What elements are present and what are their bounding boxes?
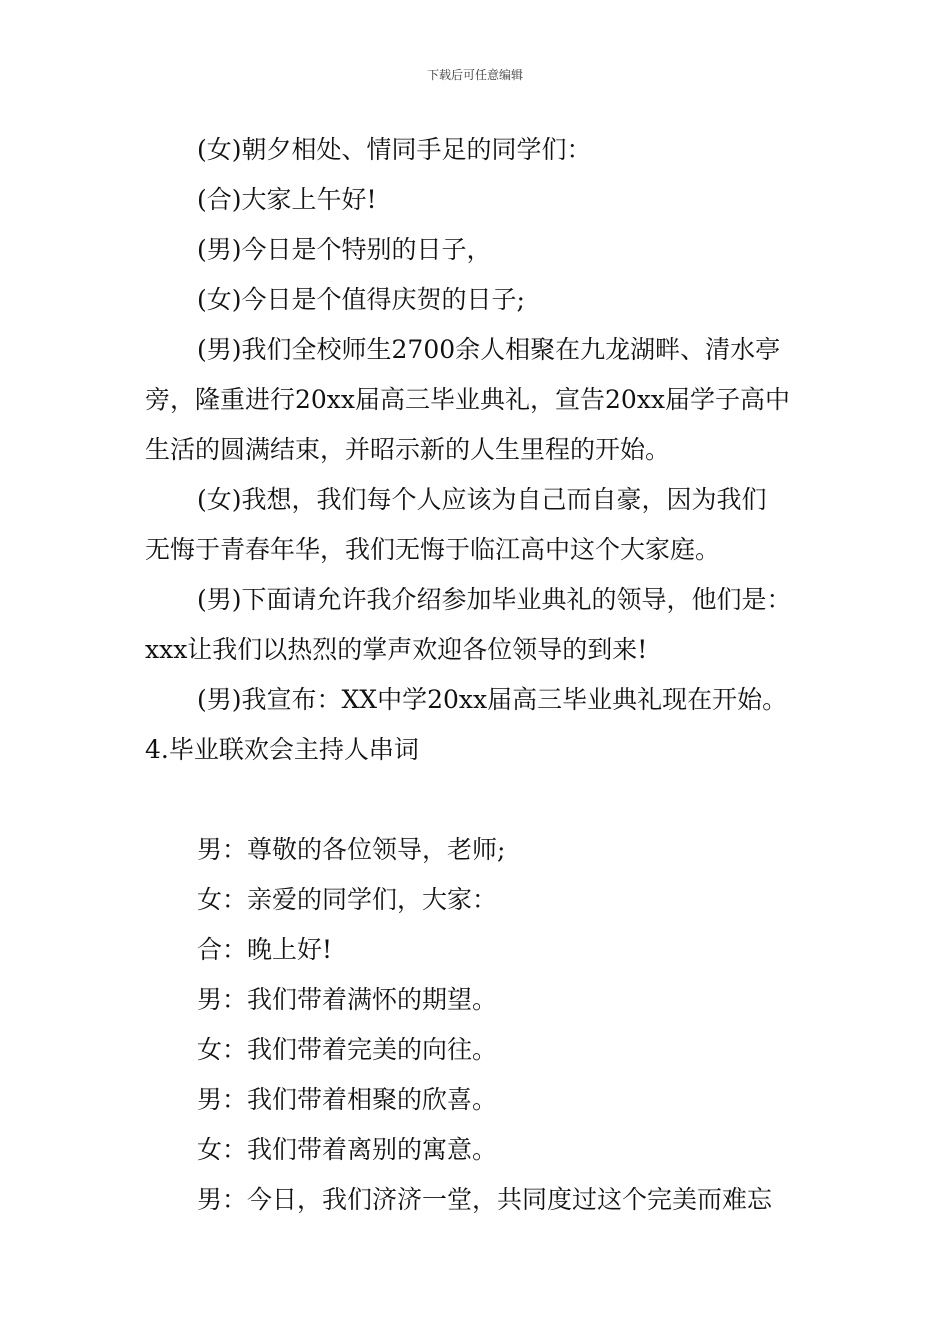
paragraph-line: 男：我们带着满怀的期望。: [197, 985, 498, 1014]
paragraph-line: (女)我想，我们每个人应该为自己而自豪，因为我们: [197, 485, 767, 514]
paragraph-line: 女：我们带着完美的向往。: [197, 1035, 498, 1064]
paragraph-line: (男)下面请允许我介绍参加毕业典礼的领导，他们是：: [197, 585, 792, 614]
document-body: [145, 125, 820, 1225]
paragraph-line: 男：我们带着相聚的欣喜。: [197, 1085, 498, 1114]
paragraph-line: (女)今日是个值得庆贺的日子;: [197, 285, 525, 314]
paragraph-line: 女：我们带着离别的寓意。: [197, 1135, 498, 1164]
paragraph-line: 合：晚上好!: [197, 935, 333, 964]
paragraph-line: xxx让我们以热烈的掌声欢迎各位领导的到来!: [145, 635, 648, 664]
paragraph-line: 男：尊敬的各位领导，老师;: [197, 835, 506, 864]
paragraph-line: 男：今日，我们济济一堂，共同度过这个完美而难忘: [197, 1185, 773, 1214]
page-header: 下载后可任意编辑: [426, 68, 523, 82]
paragraph-line: (男)今日是个特别的日子，: [197, 235, 492, 264]
paragraph-line: (男)我宣布：XX中学20xx届高三毕业典礼现在开始。: [197, 685, 788, 714]
paragraph-line: 女：亲爱的同学们，大家：: [197, 885, 498, 914]
paragraph-line: (合)大家上午好!: [197, 185, 377, 214]
paragraph-line: 旁，隆重进行20xx届高三毕业典礼，宣告20xx届学子高中: [145, 385, 791, 414]
paragraph-line: 生活的圆满结束，并昭示新的人生里程的开始。: [145, 435, 671, 464]
paragraph-line: (男)我们全校师生2700余人相聚在九龙湖畔、清水亭: [197, 335, 781, 364]
blank-line: [145, 775, 820, 825]
paragraph-line: 无悔于青春年华，我们无悔于临江高中这个大家庭。: [145, 535, 721, 564]
paragraph-line: (女)朝夕相处、情同手足的同学们：: [197, 135, 592, 164]
section-heading: 4.毕业联欢会主持人串词: [145, 735, 419, 764]
